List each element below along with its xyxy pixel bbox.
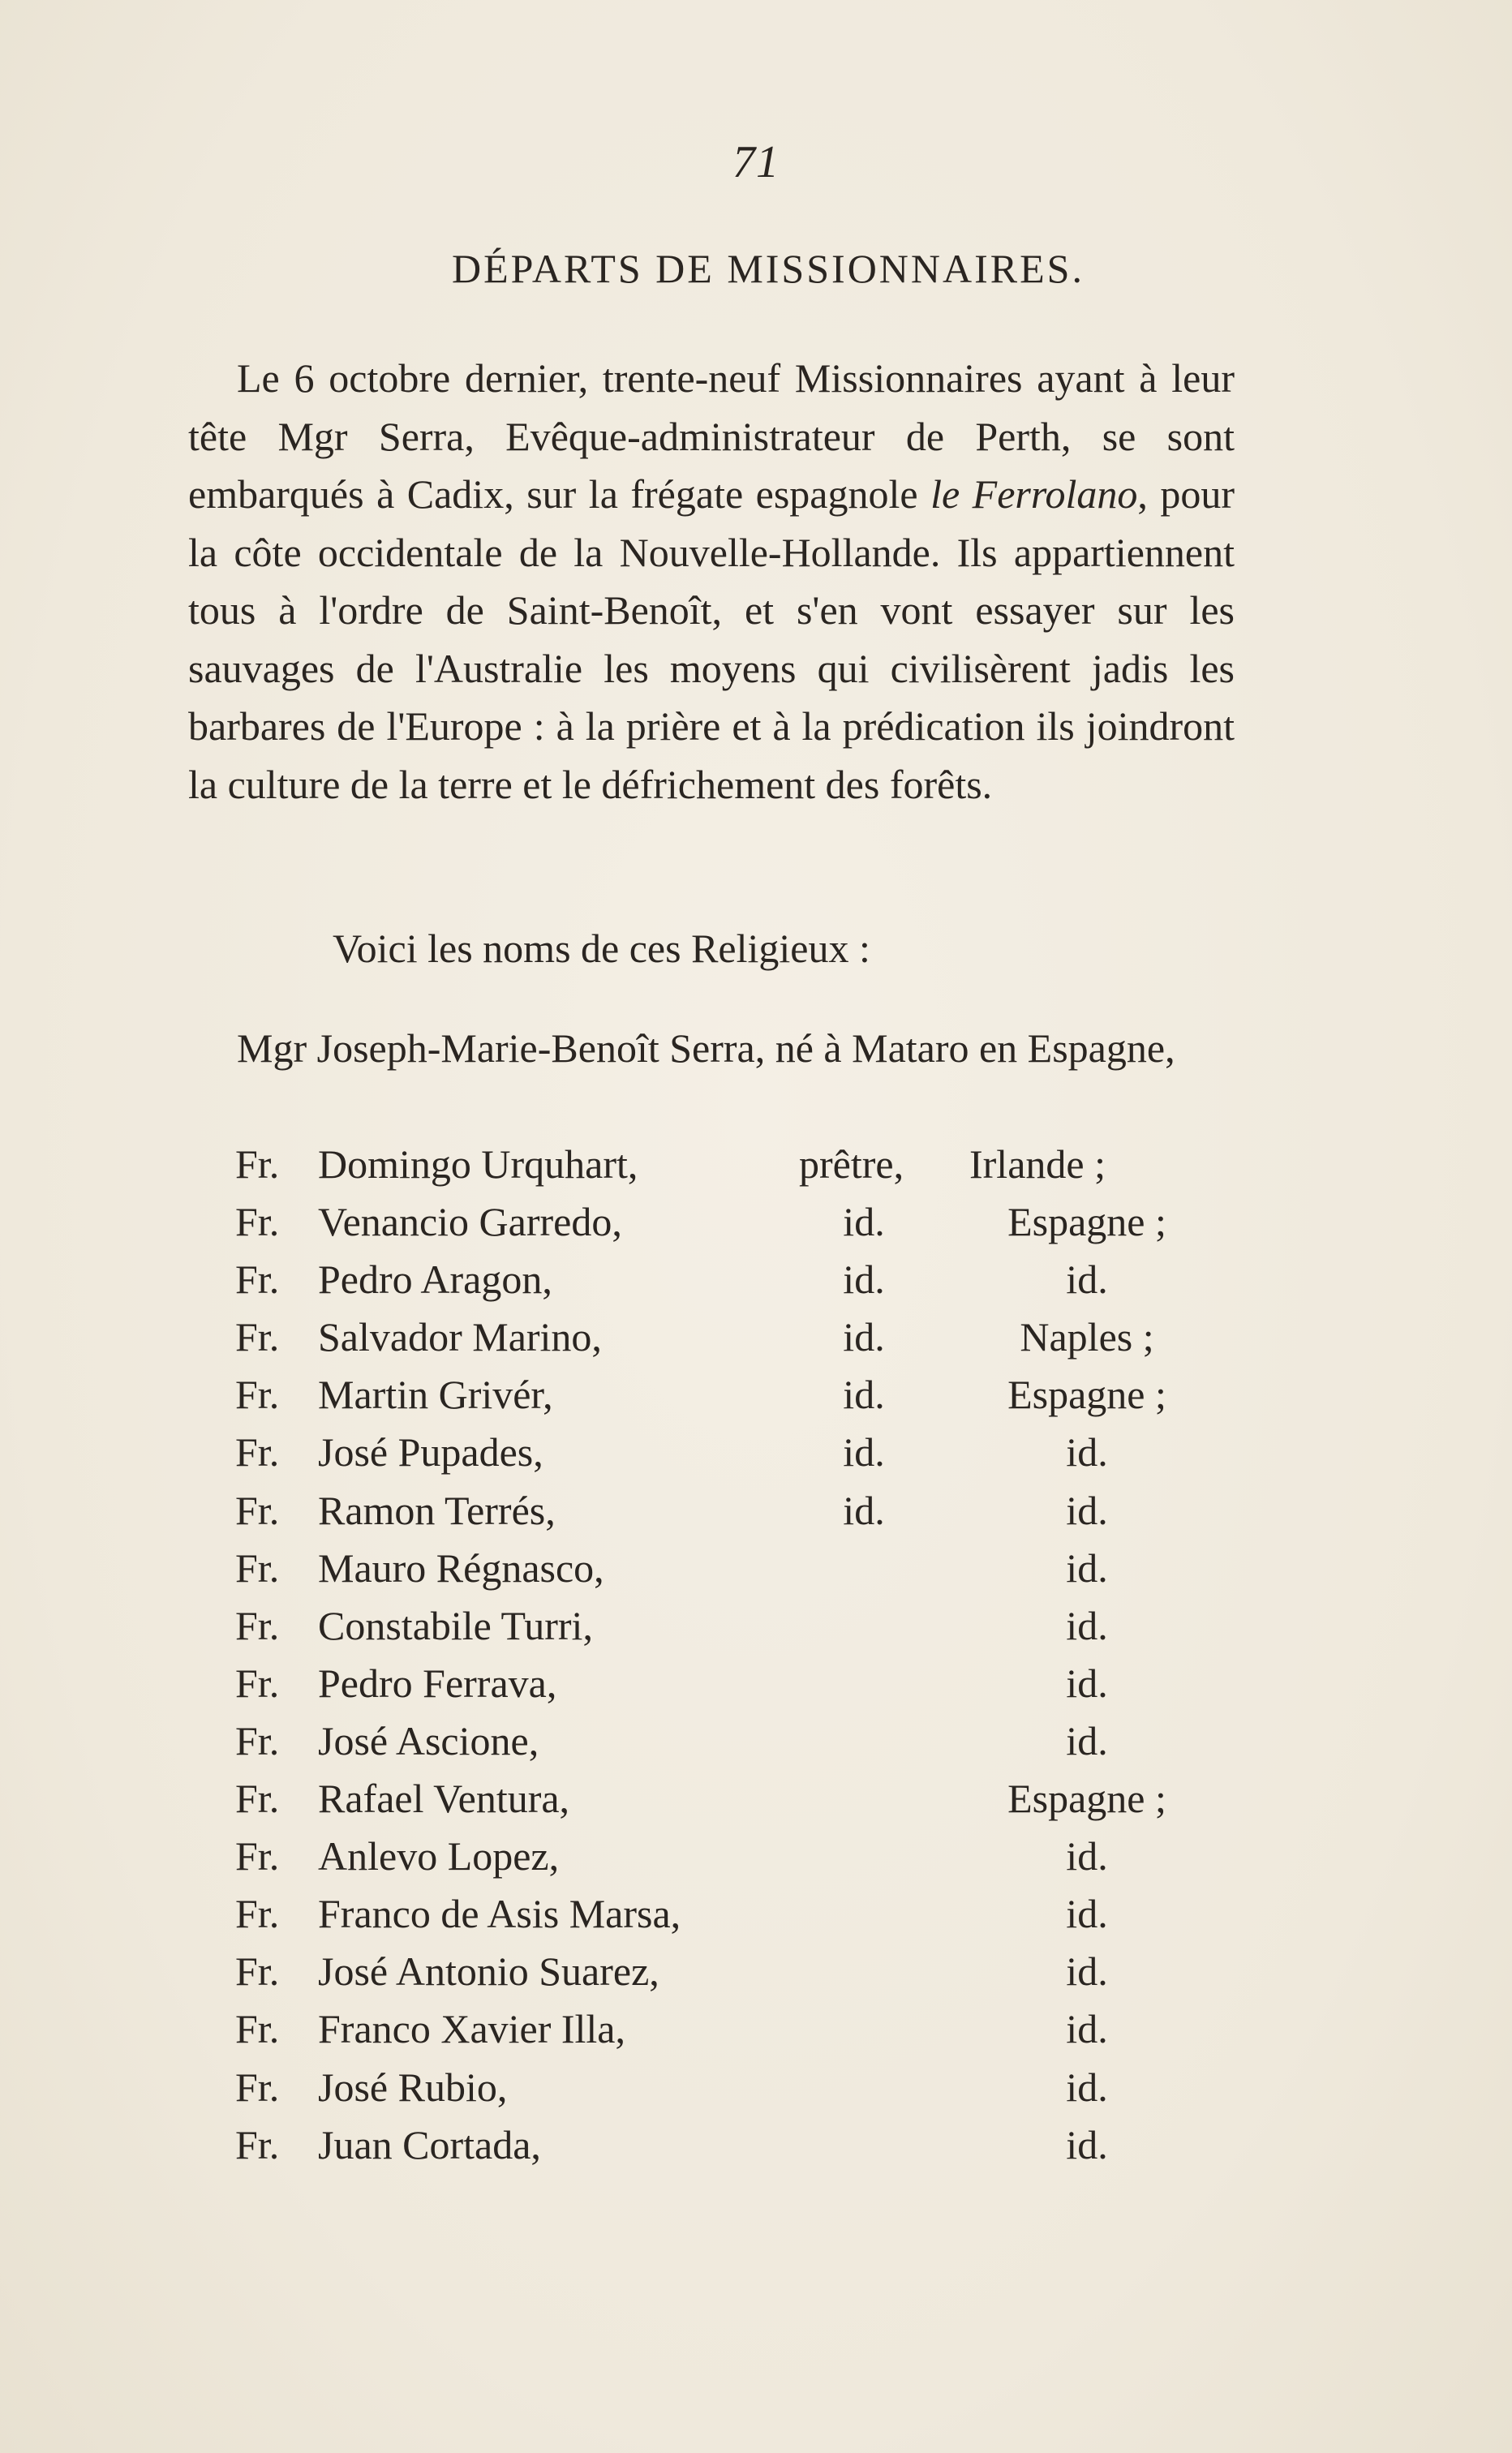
missionary-origin: id. xyxy=(1066,1833,1108,1879)
missionary-origin: id. xyxy=(1066,1891,1108,1937)
missionary-row xyxy=(0,1770,1512,1828)
missionary-row xyxy=(0,1943,1512,2000)
missionary-name: Martin Grivér, xyxy=(318,1372,553,1418)
missionary-row xyxy=(0,1885,1512,1943)
missionary-name: Constabile Turri, xyxy=(318,1602,593,1648)
missionary-row xyxy=(0,1712,1512,1770)
missionary-status: id. xyxy=(843,1257,885,1303)
missionary-title: Fr. xyxy=(235,1602,280,1648)
missionary-origin: Espagne ; xyxy=(1007,1372,1166,1418)
missionary-row xyxy=(0,1251,1512,1308)
body-paragraph xyxy=(188,350,1235,814)
missionary-name: Domingo Urquhart, xyxy=(318,1141,638,1187)
missionary-row xyxy=(0,1424,1512,1481)
bishop-text: Mgr Joseph-Marie-Benoît Serra, né à Mataro en Espagne, xyxy=(237,1025,1175,1071)
missionary-origin: id. xyxy=(1066,1660,1108,1706)
missionary-row xyxy=(0,1308,1512,1366)
missionary-name: Anlevo Lopez, xyxy=(318,1833,560,1879)
list-intro: Voici les noms de ces Religieux : xyxy=(333,926,870,971)
missionary-title: Fr. xyxy=(235,2006,280,2052)
missionary-title: Fr. xyxy=(235,1717,280,1763)
missionary-row xyxy=(0,1655,1512,1712)
missionary-name: Ramon Terrés, xyxy=(318,1487,556,1533)
missionary-origin: id. xyxy=(1066,1487,1108,1533)
missionary-status: id. xyxy=(843,1372,885,1418)
missionary-status: id. xyxy=(843,1487,885,1533)
missionary-row xyxy=(0,1136,1512,1193)
missionary-origin: id. xyxy=(1066,2006,1108,2052)
missionary-status: id. xyxy=(843,1314,885,1360)
missionary-title: Fr. xyxy=(235,1372,280,1418)
page-number: 71 xyxy=(732,137,780,187)
missionary-origin: Espagne ; xyxy=(1007,1199,1166,1245)
missionary-name: Mauro Régnasco, xyxy=(318,1544,604,1591)
missionary-name: Franco de Asis Marsa, xyxy=(318,1891,681,1937)
ship-name: le Ferrolano xyxy=(930,471,1138,517)
bishop-entry xyxy=(188,1019,1235,1077)
missionary-title: Fr. xyxy=(235,1891,280,1937)
missionary-origin: Naples ; xyxy=(1020,1314,1154,1360)
missionary-name: Franco Xavier Illa, xyxy=(318,2006,626,2052)
missionary-origin: id. xyxy=(1066,2064,1108,2110)
missionary-row xyxy=(0,2000,1512,2058)
missionary-name: José Antonio Suarez, xyxy=(318,1948,659,1995)
missionary-name: Pedro Ferrava, xyxy=(318,1660,557,1706)
missionary-status: id. xyxy=(843,1199,885,1245)
missionary-title: Fr. xyxy=(235,1776,280,1822)
paragraph-part-2: , pour la côte occidentale de la Nouvelle-Hollande. Ils appartiennent tous à l'ordre de Saint-Benoît, et s'en vont essayer sur les sauvages de l'Australie les moyens qui civilisèrent jadis les barbares de l'Europe : à la prière et à la prédication ils joindront la culture de la terre et le défrichement des forêts. xyxy=(188,471,1235,807)
missionary-title: Fr. xyxy=(235,1833,280,1879)
missionary-row xyxy=(0,2116,1512,2174)
missionary-title: Fr. xyxy=(235,1314,280,1360)
missionary-name: Rafael Ventura, xyxy=(318,1776,570,1822)
missionary-row xyxy=(0,1193,1512,1251)
missionary-origin: id. xyxy=(1066,1257,1108,1303)
missionary-name: Venancio Garredo, xyxy=(318,1199,622,1245)
missionary-title: Fr. xyxy=(235,2121,280,2167)
missionary-origin: id. xyxy=(1066,1948,1108,1995)
missionary-title: Fr. xyxy=(235,1429,280,1476)
missionary-row xyxy=(0,1597,1512,1655)
missionary-list xyxy=(0,1136,1512,2174)
missionary-title: Fr. xyxy=(235,1141,280,1187)
missionary-title: Fr. xyxy=(235,1660,280,1706)
missionary-row xyxy=(0,1828,1512,1885)
missionary-row xyxy=(0,1540,1512,1597)
missionary-origin: id. xyxy=(1066,1602,1108,1648)
missionary-title: Fr. xyxy=(235,2064,280,2110)
missionary-origin: id. xyxy=(1066,1717,1108,1763)
missionary-name: Salvador Marino, xyxy=(318,1314,602,1360)
missionary-name: José Pupades, xyxy=(318,1429,543,1476)
missionary-name: Pedro Aragon, xyxy=(318,1257,552,1303)
missionary-status: prêtre, xyxy=(799,1141,904,1187)
missionary-title: Fr. xyxy=(235,1487,280,1533)
missionary-row xyxy=(0,2059,1512,2116)
missionary-name: José Ascione, xyxy=(318,1717,539,1763)
missionary-row xyxy=(0,1366,1512,1424)
missionary-status: id. xyxy=(843,1429,885,1476)
missionary-title: Fr. xyxy=(235,1257,280,1303)
missionary-origin: Espagne ; xyxy=(1007,1776,1166,1822)
missionary-title: Fr. xyxy=(235,1544,280,1591)
missionary-row xyxy=(0,1482,1512,1540)
missionary-origin: id. xyxy=(1066,1544,1108,1591)
missionary-origin: Irlande ; xyxy=(969,1141,1106,1187)
missionary-origin: id. xyxy=(1066,2121,1108,2167)
paragraph-part-1: Le 6 octobre dernier, trente-neuf Missionnaires ayant à leur tête Mgr Serra, Evêque-administrateur de Perth, se sont embarqués à Cadix, sur la frégate espagnole xyxy=(188,355,1235,517)
missionary-name: Juan Cortada, xyxy=(318,2121,541,2167)
missionary-origin: id. xyxy=(1066,1429,1108,1476)
missionary-name: José Rubio, xyxy=(318,2064,508,2110)
section-heading: DÉPARTS DE MISSIONNAIRES. xyxy=(452,246,1085,291)
missionary-title: Fr. xyxy=(235,1948,280,1995)
missionary-title: Fr. xyxy=(235,1199,280,1245)
